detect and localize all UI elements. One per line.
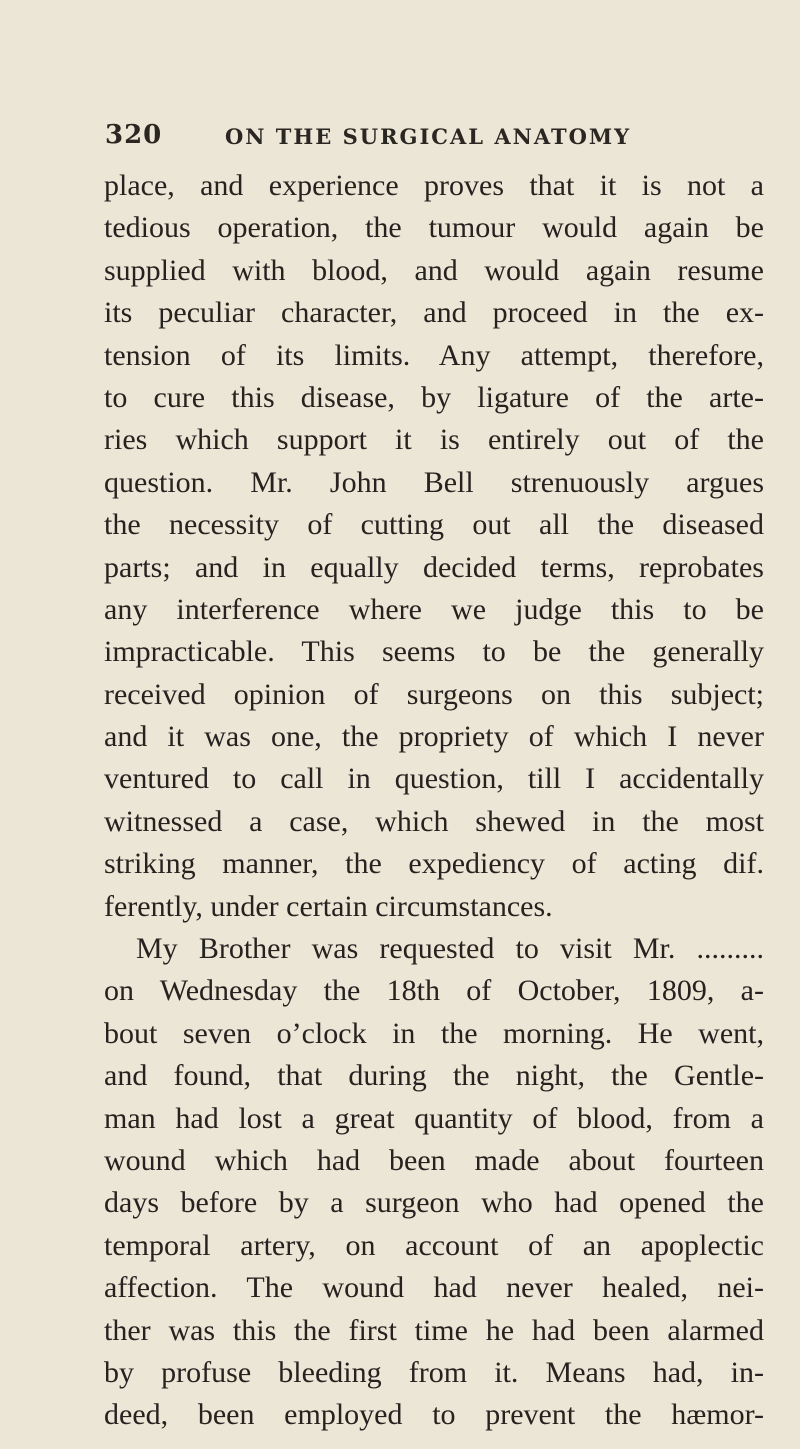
text-line: affection. The wound had never healed, nei- [104, 1271, 764, 1305]
text-line: ries which support it is entirely out of the [104, 423, 764, 457]
page-header [105, 120, 695, 160]
text-line: to cure this disease, by ligature of the arte- [104, 380, 764, 414]
text-line: and it was one, the propriety of which I never [104, 720, 764, 754]
body-text [104, 165, 764, 1437]
text-line: deed, been employed to prevent the hæmor- [104, 1398, 764, 1432]
text-line: the necessity of cutting out all the diseased [104, 508, 764, 542]
text-line: question. Mr. John Bell strenuously argues [104, 465, 764, 499]
text-line: supplied with blood, and would again resume [104, 253, 764, 287]
text-line: its peculiar character, and proceed in the ex- [104, 296, 764, 330]
text-line: place, and experience proves that it is not a [104, 169, 764, 202]
text-line: ventured to call in question, till I accidentally [104, 762, 764, 796]
text-line: parts; and in equally decided terms, reprobates [104, 550, 764, 584]
text-line: striking manner, the expediency of acting dif. [104, 847, 764, 881]
paragraph-start-line: My Brother was requested to visit Mr. ......... [136, 932, 764, 966]
running-head: ON THE SURGICAL ANATOMY [225, 124, 632, 149]
paragraph-end-line: ferently, under certain circumstances. [104, 889, 553, 923]
text-line: man had lost a great quantity of blood, from a [104, 1101, 764, 1135]
text-line: tension of its limits. Any attempt, therefore, [104, 338, 764, 372]
text-line: any interference where we judge this to be [104, 592, 764, 626]
text-line: temporal artery, on account of an apoplectic [104, 1228, 764, 1262]
text-line: tedious operation, the tumour would again be [104, 211, 764, 245]
text-line: bout seven o’clock in the morning. He went, [104, 1016, 764, 1050]
text-line: received opinion of surgeons on this subject; [104, 677, 764, 711]
text-line: ther was this the first time he had been alarmed [104, 1313, 764, 1347]
text-line: witnessed a case, which shewed in the most [104, 804, 764, 838]
text-line: on Wednesday the 18th of October, 1809, a- [104, 974, 764, 1008]
text-line: wound which had been made about fourteen [104, 1143, 764, 1177]
text-line: and found, that during the night, the Gentle- [104, 1059, 764, 1093]
page-number: 320 [105, 120, 163, 150]
text-line: impracticable. This seems to be the generally [104, 635, 764, 669]
text-line: by profuse bleeding from it. Means had, in- [104, 1355, 764, 1389]
text-line: days before by a surgeon who had opened the [104, 1186, 764, 1220]
